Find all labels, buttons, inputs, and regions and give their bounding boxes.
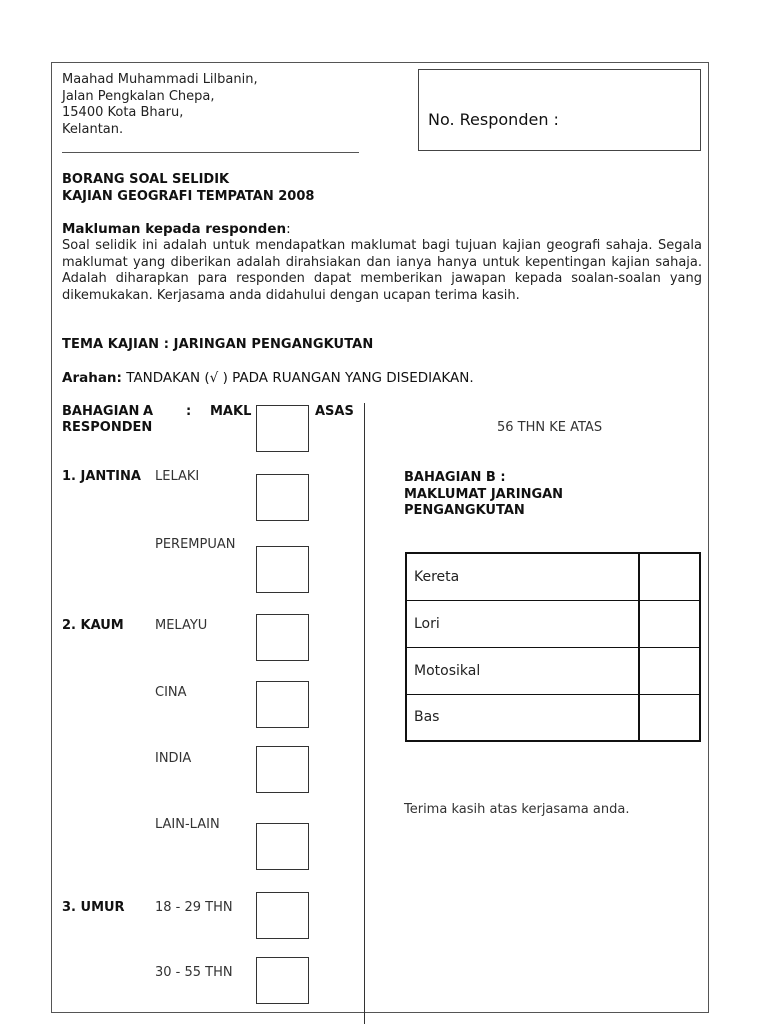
tick-box-lori[interactable]: [639, 600, 700, 647]
column-divider: [364, 403, 365, 1024]
instruction-period: .: [469, 370, 474, 386]
notice-heading: [62, 221, 291, 237]
transport-option-lori: Lori: [406, 600, 639, 647]
checkbox-18-29-thn[interactable]: [256, 892, 309, 939]
instruction-text: TANDAKAN (√ ) PADA RUANGAN YANG DISEDIAKAN: [121, 370, 470, 386]
section-b-heading-line1: BAHAGIAN B :: [404, 470, 506, 485]
section-a-word: ASAS: [315, 404, 354, 419]
instruction-label: Arahan:: [62, 370, 122, 386]
form-title-line1: BORANG SOAL SELIDIK: [62, 172, 230, 187]
option-lain-lain: LAIN-LAIN: [155, 817, 220, 832]
table-row: [406, 553, 700, 600]
table-row: [406, 694, 700, 741]
checkbox-56-thn-ke-atas[interactable]: [256, 405, 309, 452]
checkbox-perempuan[interactable]: [256, 546, 309, 593]
transport-option-kereta: Kereta: [406, 553, 639, 600]
checkbox-lain-lain[interactable]: [256, 823, 309, 870]
tick-box-kereta[interactable]: [639, 553, 700, 600]
option-perempuan: PEREMPUAN: [155, 537, 236, 552]
section-a-word: BAHAGIAN: [62, 404, 140, 419]
question-umur: 3. UMUR: [62, 900, 125, 915]
section-b-heading-line3: PENGANGKUTAN: [404, 503, 525, 518]
instruction: [62, 370, 474, 386]
option-india: INDIA: [155, 751, 192, 766]
section-a-heading-line2: RESPONDEN: [62, 420, 153, 435]
form-title: [62, 172, 314, 205]
address-line: Jalan Pengkalan Chepa,: [62, 88, 215, 104]
transport-option-motosikal: Motosikal: [406, 647, 639, 694]
checkbox-india[interactable]: [256, 746, 309, 793]
closing-message: Terima kasih atas kerjasama anda.: [404, 802, 630, 817]
section-b-heading: [404, 470, 563, 520]
notice-body: Soal selidik ini adalah untuk mendapatkan maklumat bagi tujuan kajian geografi sahaja. Segala maklumat yang diberikan adalah dirahsiakan dan ianya hanya untuk kepentingan kajian sahaja. Adalah diharapkan para responden dapat memberikan jawapan kepada soalan-soalan yang dikemukakan. Kerjasama anda didahului dengan ucapan terima kasih.: [62, 238, 702, 303]
checkbox-cina[interactable]: [256, 681, 309, 728]
transport-option-bas: Bas: [406, 694, 639, 741]
address-line: 15400 Kota Bharu,: [62, 105, 184, 120]
checkbox-lelaki[interactable]: [256, 474, 309, 521]
option-18-29-thn: 18 - 29 THN: [155, 900, 233, 915]
section-a-word: :: [186, 404, 192, 419]
tick-box-motosikal[interactable]: [639, 647, 700, 694]
checkbox-30-55-thn[interactable]: [256, 957, 309, 1004]
option-cina: CINA: [155, 685, 187, 700]
option-56-thn-ke-atas: 56 THN KE ATAS: [497, 420, 603, 435]
option-melayu: MELAYU: [155, 618, 208, 633]
address-line: Maahad Muhammadi Lilbanin,: [62, 72, 258, 87]
question-kaum: 2. KAUM: [62, 618, 124, 633]
question-jantina: 1. JANTINA: [62, 469, 141, 484]
section-a-word: MAKL: [210, 404, 252, 419]
study-theme: TEMA KAJIAN : JARINGAN PENGANGKUTAN: [62, 337, 374, 352]
option-lelaki: LELAKI: [155, 469, 200, 484]
option-30-55-thn: 30 - 55 THN: [155, 965, 233, 980]
checkbox-melayu[interactable]: [256, 614, 309, 661]
respondent-number-label: No. Responden :: [428, 110, 559, 129]
notice-heading-text: Makluman kepada responden: [62, 221, 287, 237]
school-address: [62, 72, 258, 138]
section-b-heading-line2: MAKLUMAT JARINGAN: [404, 486, 564, 502]
address-line: Kelantan.: [62, 121, 124, 137]
table-row: [406, 600, 700, 647]
table-row: [406, 647, 700, 694]
section-a-word: A: [143, 404, 154, 419]
address-divider: [62, 152, 359, 153]
tick-box-bas[interactable]: [639, 694, 700, 741]
section-a-heading: [62, 404, 139, 419]
transport-table: [405, 552, 701, 742]
form-title-line2: KAJIAN GEOGRAFI TEMPATAN 2008: [62, 188, 315, 204]
notice-heading-colon: :: [286, 221, 291, 237]
